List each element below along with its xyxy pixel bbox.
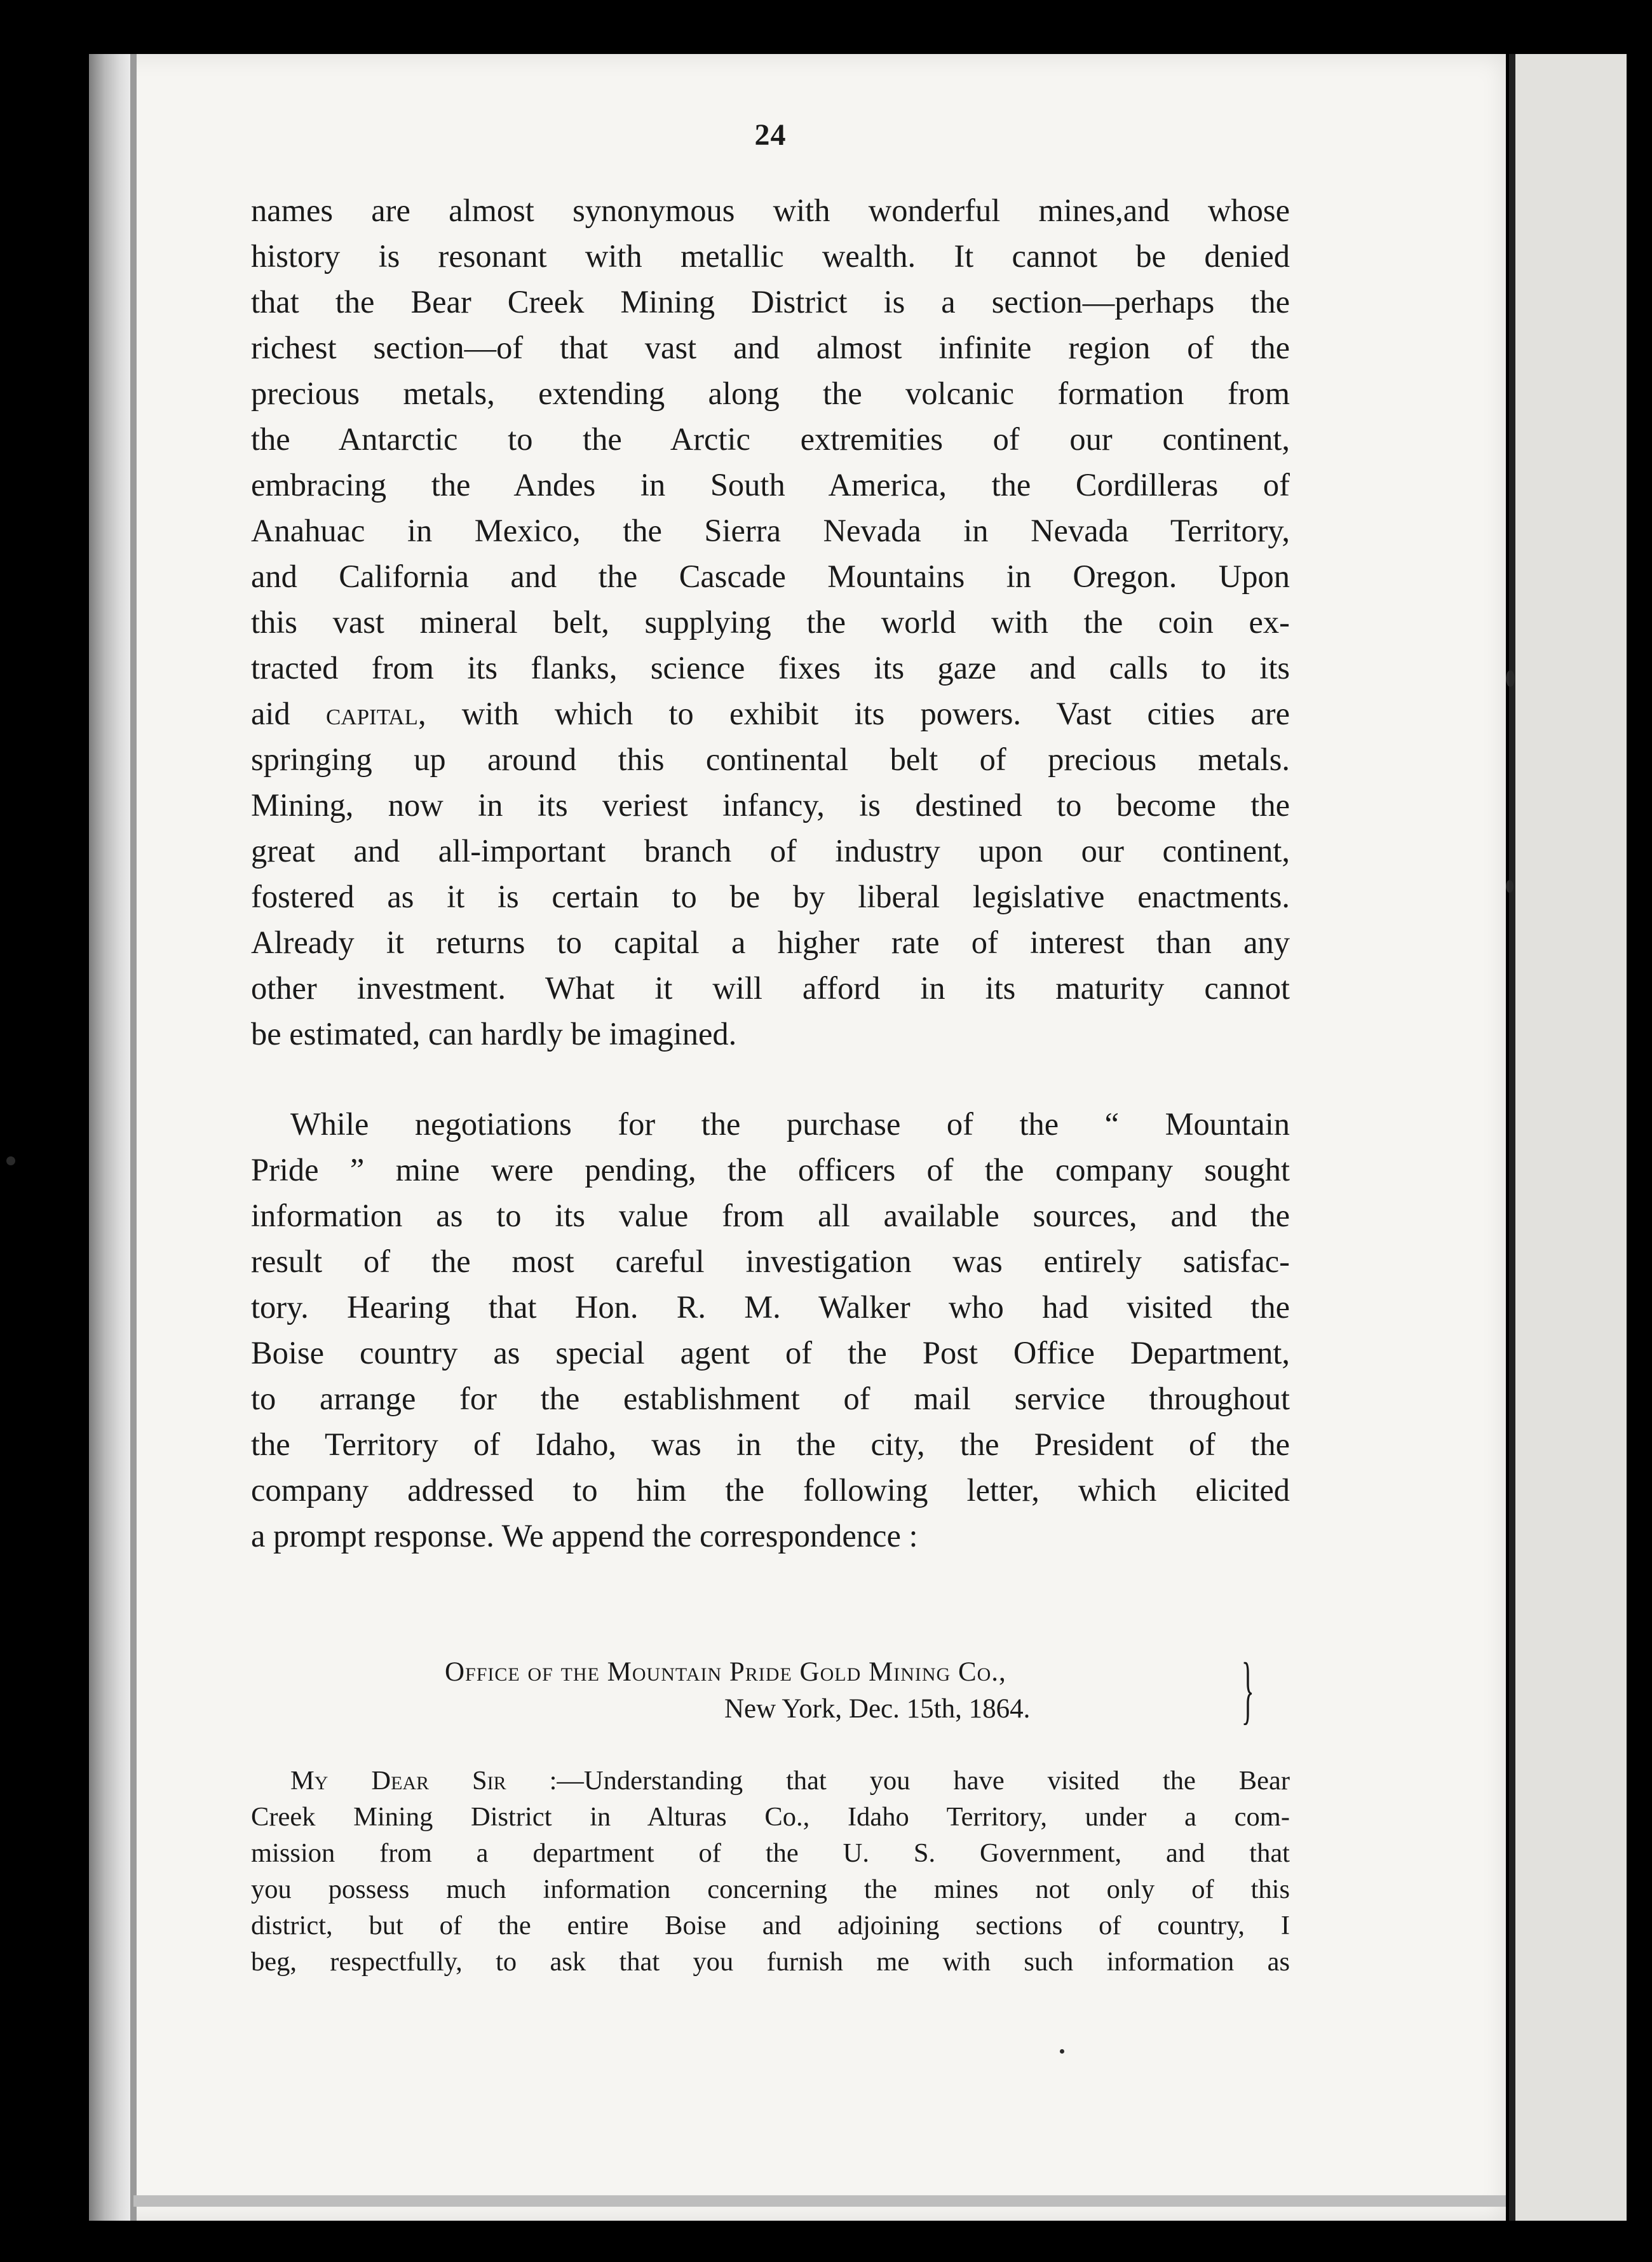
scan-speck-mark [1506, 880, 1513, 893]
text-line-capital [251, 691, 1290, 736]
text-line: Boise country as special agent of the Post Office Department, [251, 1335, 1290, 1371]
text-line: Creek Mining District in Alturas Co., Idaho Territory, under a com- [251, 1802, 1290, 1832]
page-content [251, 118, 1290, 1980]
text-line: mission from a department of the U. S. Government, and that [251, 1838, 1290, 1868]
text-line: Mining, now in its veriest infancy, is destined to become the [251, 787, 1290, 823]
text-line: Anahuac in Mexico, the Sierra Nevada in Nevada Territory, [251, 513, 1290, 548]
letter-body [251, 1763, 1290, 1980]
text-line: be estimated, can hardly be imagined. [251, 1016, 737, 1052]
scan-speck-mark [1060, 2049, 1064, 2054]
text-line: and California and the Cascade Mountains in Oregon. Upon [251, 559, 1290, 594]
text-line: embracing the Andes in South America, the Cordilleras of [251, 467, 1290, 503]
dateline-office: Office of the Mountain Pride Gold Mining Co., [445, 1657, 1006, 1687]
text-line: beg, respectfully, to ask that you furnish me with such information as [251, 1947, 1290, 1977]
text-line: While negotiations for the purchase of the “ Mountain [290, 1106, 1290, 1142]
text-line: result of the most careful investigation was entirely satisfac- [251, 1243, 1290, 1279]
text-fragment: aid [251, 696, 326, 731]
paragraph-negotiations [251, 1101, 1290, 1559]
letter-salutation: My Dear Sir [290, 1766, 506, 1796]
text-line: fostered as it is certain to be by liberal legislative enactments. [251, 879, 1290, 914]
text-line: great and all-important branch of industry upon our continent, [251, 833, 1290, 869]
text-line: names are almost synonymous with wonderful mines,and whose [251, 193, 1290, 228]
letter-first-line [251, 1763, 1290, 1799]
text-line: other investment. What it will afford in its maturity cannot [251, 970, 1290, 1006]
text-line: tory. Hearing that Hon. R. M. Walker who had visited the [251, 1289, 1290, 1325]
text-line: richest section—of that vast and almost infinite region of the [251, 330, 1290, 365]
text-line: to arrange for the establishment of mail service throughout [251, 1381, 1290, 1416]
text-line: this vast mineral belt, supplying the world with the coin ex- [251, 604, 1290, 640]
text-line: that the Bear Creek Mining District is a section—perhaps the [251, 284, 1290, 320]
dateline-place-date: New York, Dec. 15th, 1864. [724, 1694, 1031, 1724]
brace-mark: } [1241, 1647, 1254, 1731]
capital-smallcaps: capital [325, 696, 418, 731]
text-line: precious metals, extending along the volcanic formation from [251, 376, 1290, 411]
text-fragment: :—Understanding that you have visited the Bear [506, 1766, 1290, 1796]
text-line: information as to its value from all available sources, and the [251, 1198, 1290, 1233]
binding-shadow-line [130, 54, 137, 2221]
page-number: 24 [754, 118, 787, 152]
text-line: tracted from its flanks, science fixes its gaze and calls to its [251, 650, 1290, 686]
page-bottom-edge [133, 2195, 1506, 2207]
text-line: history is resonant with metallic wealth. It cannot be denied [251, 238, 1290, 274]
text-fragment: , with which to exhibit its powers. Vast cities are [417, 696, 1290, 731]
scan-speck-mark [1506, 670, 1515, 687]
paragraph-mining-region [251, 187, 1290, 1057]
text-line: the Territory of Idaho, was in the city, the President of the [251, 1426, 1290, 1462]
page-binding-edge [89, 54, 133, 2221]
letter-dateline [251, 1647, 1290, 1731]
text-line: you possess much information concerning the mines not only of this [251, 1874, 1290, 1904]
text-line: Already it returns to capital a higher rate of interest than any [251, 924, 1290, 960]
text-line: company addressed to him the following letter, which elicited [251, 1472, 1290, 1508]
text-line: Pride ” mine were pending, the officers of the company sought [251, 1152, 1290, 1188]
adjacent-page-edge [1509, 54, 1627, 2221]
text-line: a prompt response. We append the correspondence : [251, 1518, 918, 1554]
text-line: district, but of the entire Boise and adjoining sections of country, I [251, 1911, 1290, 1940]
scan-speck-mark [6, 1156, 15, 1165]
text-line: springing up around this continental belt of precious metals. [251, 742, 1290, 777]
text-line: the Antarctic to the Arctic extremities of our continent, [251, 421, 1290, 457]
